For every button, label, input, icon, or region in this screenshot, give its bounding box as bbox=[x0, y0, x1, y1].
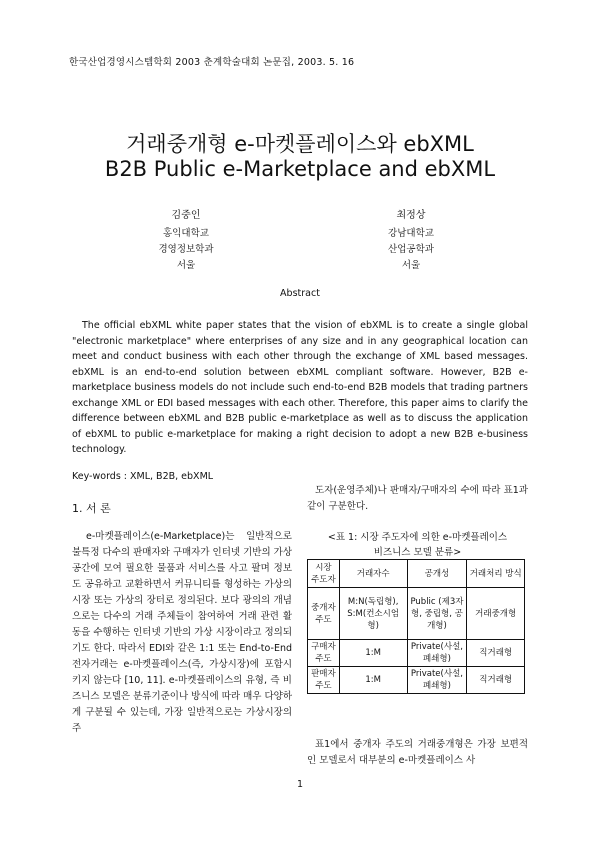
author-affiliation: 홍익대학교 bbox=[163, 228, 209, 239]
author-block-2 bbox=[351, 208, 471, 274]
author-city: 서울 bbox=[176, 260, 196, 271]
table-header-row bbox=[308, 560, 525, 588]
table-cell: 1:M bbox=[339, 667, 407, 694]
running-header: 한국산업경영시스템학회 2003 춘계학술대회 논문집, 2003. 5. 16 bbox=[69, 57, 355, 68]
author-city: 서울 bbox=[401, 260, 421, 271]
table-cell: Private(사설, 폐쇄형) bbox=[407, 667, 467, 694]
author-affiliation: 강남대학교 bbox=[388, 228, 434, 239]
table-cell: Private(사설, 폐쇄형) bbox=[407, 640, 467, 667]
table-caption-line: 비즈니스 모델 분류> bbox=[373, 547, 462, 558]
table-cell: 판매자 주도 bbox=[308, 667, 340, 694]
author-department: 경영정보학과 bbox=[158, 244, 214, 255]
market-model-table bbox=[307, 559, 525, 694]
table-row bbox=[308, 667, 525, 694]
table-cell: 1:M bbox=[339, 640, 407, 667]
table-row bbox=[308, 588, 525, 640]
table-header-cell: 시장 주도자 bbox=[308, 560, 340, 588]
intro-paragraph-right-bottom: 표1에서 중개자 주도의 거래중개형은 가장 보편적인 모델로서 대부분의 e-마켓플레이스 사 bbox=[307, 739, 528, 766]
table-header-cell: 공개성 bbox=[407, 560, 467, 588]
author-name: 김중인 bbox=[171, 210, 201, 221]
paper-title-english: B2B Public e-Marketplace and ebXML bbox=[104, 157, 496, 181]
table-caption-line: <표 1: 시장 주도자에 의한 e-마켓플레이스 bbox=[327, 532, 508, 543]
table-cell: 거래중개형 bbox=[467, 588, 525, 640]
table-header-cell: 거래처리 방식 bbox=[467, 560, 525, 588]
table-cell: 중개자 주도 bbox=[308, 588, 340, 640]
table-header-cell: 거래자수 bbox=[339, 560, 407, 588]
intro-paragraph-left: e-마켓플레이스(e-Marketplace)는 일반적으로 불특정 다수의 판매자와 구매자가 인터넷 기반의 가상공간에 모여 필요한 물품과 서비스를 사고 팔며 정보도 공유하고 교환하면서 커뮤니티를 형성하는 가상의 시장 또는 가상의 장터로 정의된다. 보다 광의의 개념으로는 다수의 거래 주체들이 참여하여 거래 관련 활동을 수행하는 인터넷 기반의 가상 시장이라고 정의되기도 한다. 따라서 EDI와 같은 1:1 또는 End-to-End 전자거래는 e-마켓플레이스(즉, 가상시장)에 포함시키지 않는다 [10, 11]. e-마켓플레이스의 유형, 즉 비즈니스 모델은 분류기준이나 방식에 따라 매우 다양하게 구분될 수 있는데, 가장 일반적으로는 가상시장의 주 bbox=[72, 531, 293, 734]
intro-paragraph-right-top: 도자(운영주체)나 판매자/구매자의 수에 따라 표1과 같이 구분한다. bbox=[307, 485, 528, 512]
author-department: 산업공학과 bbox=[388, 244, 434, 255]
table-cell: M:N(독립형), S:M(컨소시엄형) bbox=[339, 588, 407, 640]
author-block-1 bbox=[126, 208, 246, 274]
table-caption bbox=[307, 530, 528, 560]
abstract-heading: Abstract bbox=[280, 288, 320, 299]
author-name: 최정상 bbox=[396, 210, 426, 221]
abstract-body: The official ebXML white paper states that the vision of ebXML is to create a single global "electronic marketplace" where enterprises of any size and in any geographical location can meet and conduct business with each other through the exchange of XML based messages. ebXML is an end-to-end solution between ebXML compliant software. However, B2B e-marketplace business models do not include such end-to-end B2B models that trading partners exchange XML or EDI based messages with each other. Therefore, this paper aims to clarify the difference between ebXML and B2B public e-marketplace as well as to discuss the application of ebXML to public e-marketplace for making a right decision to adopt a new B2B e-business technology. bbox=[72, 320, 528, 455]
table-row bbox=[308, 640, 525, 667]
table-cell: Public (제3자형, 중립형, 공개형) bbox=[407, 588, 467, 640]
table-cell: 직거래형 bbox=[467, 640, 525, 667]
page-number: 1 bbox=[296, 779, 304, 790]
table-cell: 구매자 주도 bbox=[308, 640, 340, 667]
section-heading: 1. 서 론 bbox=[72, 502, 111, 515]
table-cell: 직거래형 bbox=[467, 667, 525, 694]
paper-title-korean: 거래중개형 e-마켓플레이스와 ebXML bbox=[126, 132, 474, 156]
keywords: Key-words : XML, B2B, ebXML bbox=[72, 471, 214, 482]
